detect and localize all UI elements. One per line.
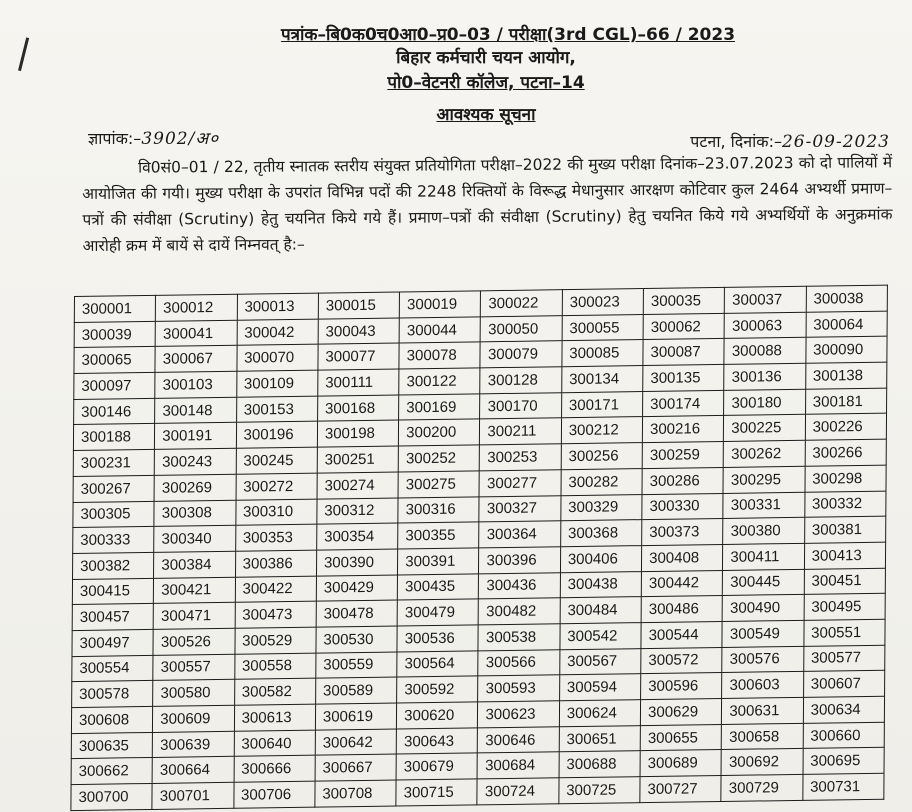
- roll-number-cell: 300593: [478, 675, 559, 702]
- roll-number-cell: 300038: [806, 285, 887, 312]
- roll-number-cell: 300039: [74, 321, 155, 348]
- roll-number-cell: 300310: [235, 499, 316, 526]
- roll-number-cell: 300067: [155, 346, 236, 373]
- roll-number-cell: 300044: [399, 317, 480, 344]
- roll-number-cell: 300708: [315, 780, 396, 807]
- roll-number-cell: 300692: [721, 749, 802, 776]
- roll-number-cell: 300212: [561, 417, 642, 444]
- roll-number-cell: 300442: [641, 570, 722, 597]
- roll-number-cell: 300331: [723, 492, 804, 519]
- roll-number-cell: 300592: [397, 676, 478, 703]
- roll-number-cell: 300589: [315, 677, 396, 704]
- roll-number-cell: 300660: [803, 722, 884, 749]
- roll-number-cell: 300050: [481, 315, 562, 342]
- roll-number-cell: 300624: [559, 700, 640, 727]
- roll-number-cell: 300576: [722, 646, 803, 673]
- roll-number-cell: 300538: [478, 624, 559, 651]
- roll-number-cell: 300435: [397, 573, 478, 600]
- roll-number-cell: 300012: [156, 294, 237, 321]
- roll-number-cell: 300316: [398, 496, 479, 523]
- roll-number-cell: 300267: [73, 475, 154, 502]
- roll-number-cell: 300557: [153, 654, 234, 681]
- roll-number-cell: 300396: [479, 547, 560, 574]
- roll-number-cell: 300471: [153, 603, 234, 630]
- roll-number-cell: 300408: [642, 544, 723, 571]
- organization-address: [30, 72, 912, 94]
- roll-number-cell: 300411: [723, 543, 804, 570]
- roll-number-cell: 300169: [399, 394, 480, 421]
- roll-number-cell: 300286: [642, 467, 723, 494]
- roll-number-cell: 300153: [236, 396, 317, 423]
- roll-number-cell: 300245: [236, 447, 317, 474]
- roll-number-cell: 300174: [643, 390, 724, 417]
- roll-number-cell: 300330: [642, 493, 723, 520]
- roll-number-cell: 300200: [399, 419, 480, 446]
- roll-number-cell: 300305: [73, 501, 154, 528]
- roll-number-cell: 300146: [74, 398, 155, 425]
- roll-number-cell: 300596: [641, 673, 722, 700]
- roll-number-cell: 300422: [235, 576, 316, 603]
- roll-number-cell: 300429: [316, 575, 397, 602]
- roll-number-cell: 300090: [806, 337, 887, 364]
- roll-number-cell: 300582: [234, 678, 315, 705]
- notice-body-paragraph: वि0सं0–01 / 22, तृतीय स्नातक स्तरीय संयुक्त प्रतियोगिता परीक्षा–2022 की मुख्य परीक्षा दिनांक–23.07.2023 को दो पालियों में आयोजित की गयी। मुख्य परीक्षा के उपरांत विभिन्न पदों की 2248 रिक्तियों के विरूद्ध मेधानुसार आरक्षण कोटिवार कुल 2464 अभ्यर्थी प्रमाण–पत्रों की संवीक्षा (Scrutiny) हेतु चयनित किये गये हैं। प्रमाण–पत्रों की संवीक्षा (Scrutiny) हेतु चयनित किये गये अभ्यर्थियों के अनुक्रमांक आरोही क्रम में बायें से दायें निम्नवत् है:–: [82, 153, 893, 255]
- roll-number-cell: 300706: [233, 781, 314, 808]
- roll-number-cell: 300634: [803, 696, 884, 723]
- roll-number-cell: 300191: [155, 423, 236, 450]
- roll-number-cell: 300380: [723, 518, 804, 545]
- roll-number-cell: 300631: [722, 697, 803, 724]
- memo-number: 3902/अ०: [141, 129, 220, 149]
- roll-number-cell: 300406: [560, 545, 641, 572]
- roll-number-cell: 300329: [561, 494, 642, 521]
- reference-line: [52, 24, 912, 46]
- roll-number-cell: 300684: [478, 752, 559, 779]
- roll-number-cell: 300457: [72, 604, 153, 631]
- roll-number-cell: 300484: [560, 597, 641, 624]
- roll-number-cell: 300211: [480, 418, 561, 445]
- roll-number-cell: 300327: [479, 495, 560, 522]
- roll-number-cell: 300594: [559, 674, 640, 701]
- roll-number-cell: 300384: [154, 551, 235, 578]
- roll-number-cell: 300259: [642, 442, 723, 469]
- roll-number-cell: 300490: [722, 595, 803, 622]
- roll-number-cell: 300729: [721, 774, 802, 801]
- roll-number-cell: 300013: [237, 293, 318, 320]
- roll-number-cell: 300635: [71, 732, 152, 759]
- roll-number-cell: 300688: [559, 751, 640, 778]
- roll-number-cell: 300070: [237, 344, 318, 371]
- roll-number-cell: 300436: [479, 572, 560, 599]
- roll-number-cell: 300620: [397, 702, 478, 729]
- roll-number-cell: 300148: [155, 397, 236, 424]
- roll-number-cell: 300623: [478, 701, 559, 728]
- roll-number-cell: 300354: [317, 523, 398, 550]
- roll-number-cell: 300225: [724, 415, 805, 442]
- roll-number-cell: 300549: [722, 620, 803, 647]
- roll-number-cell: 300542: [560, 623, 641, 650]
- roll-number-cell: 300664: [152, 757, 233, 784]
- roll-number-cell: 300643: [396, 728, 477, 755]
- roll-number-cell: 300629: [640, 698, 721, 725]
- roll-number-cell: 300497: [72, 629, 153, 656]
- roll-number-cell: 300651: [559, 725, 640, 752]
- roll-number-cell: 300445: [723, 569, 804, 596]
- roll-number-cell: 300135: [643, 364, 724, 391]
- roll-number-cell: 300128: [480, 367, 561, 394]
- roll-number-cell: 300646: [478, 726, 559, 753]
- roll-number-cell: 300023: [562, 289, 643, 316]
- roll-number-cell: 300564: [397, 651, 478, 678]
- roll-number-cell: 300001: [74, 295, 155, 322]
- roll-number-cell: 300266: [805, 439, 886, 466]
- roll-number-cell: 300679: [396, 753, 477, 780]
- roll-number-cell: 300438: [560, 571, 641, 598]
- roll-number-cell: 300226: [805, 414, 886, 441]
- roll-number-cell: 300253: [480, 444, 561, 471]
- roll-number-cell: 300332: [804, 491, 885, 518]
- roll-number-cell: 300035: [643, 287, 724, 314]
- roll-number-cell: 300055: [562, 314, 643, 341]
- roll-number-cell: 300364: [479, 521, 560, 548]
- roll-number-cell: 300256: [561, 443, 642, 470]
- roll-number-cell: 300578: [72, 681, 153, 708]
- roll-number-cell: 300097: [74, 372, 155, 399]
- memo-number-row: [88, 126, 219, 149]
- roll-number-cell: 300333: [73, 527, 154, 554]
- roll-number-cell: 300572: [641, 647, 722, 674]
- roll-number-cell: 300340: [154, 525, 235, 552]
- roll-number-cell: 300554: [72, 655, 153, 682]
- roll-number-cell: 300580: [153, 680, 234, 707]
- roll-number-cell: 300473: [235, 601, 316, 628]
- roll-number-cell: 300282: [561, 468, 642, 495]
- roll-number-cell: 300019: [399, 291, 480, 318]
- roll-number-cell: 300478: [316, 600, 397, 627]
- roll-number-cell: 300042: [237, 319, 318, 346]
- roll-number-cell: 300216: [642, 416, 723, 443]
- roll-number-cell: 300655: [640, 724, 721, 751]
- roll-number-cell: 300382: [73, 552, 154, 579]
- roll-number-cell: 300065: [74, 347, 155, 374]
- roll-number-cell: 300298: [805, 465, 886, 492]
- roll-number-cell: 300355: [398, 522, 479, 549]
- roll-number-cell: 300171: [561, 391, 642, 418]
- roll-number-cell: 300109: [236, 370, 317, 397]
- roll-number-cell: 300391: [398, 548, 479, 575]
- roll-number-cell: 300368: [560, 520, 641, 547]
- roll-number-table: [70, 285, 888, 811]
- roll-number-cell: 300277: [480, 470, 561, 497]
- roll-number-cell: 300308: [154, 500, 235, 527]
- address-text: पो0–वेटनरी कॉलेज, पटना–14: [387, 73, 585, 93]
- roll-number-cell: 300231: [73, 450, 154, 477]
- roll-number-cell: 300724: [477, 778, 558, 805]
- roll-number-cell: 300662: [71, 758, 152, 785]
- roll-number-cell: 300544: [641, 621, 722, 648]
- roll-number-cell: 300015: [318, 292, 399, 319]
- roll-number-cell: 300529: [235, 627, 316, 654]
- roll-number-cell: 300731: [803, 773, 884, 800]
- organization-name: बिहार कर्मचारी चयन आयोग,: [396, 48, 576, 68]
- roll-number-cell: 300413: [804, 542, 885, 569]
- roll-number-cell: 300043: [318, 318, 399, 345]
- roll-number-cell: 300243: [155, 448, 236, 475]
- roll-number-cell: 300269: [154, 474, 235, 501]
- roll-number-cell: 300486: [641, 596, 722, 623]
- roll-number-cell: 300613: [234, 704, 315, 731]
- memo-date: 26-09-2023: [781, 132, 890, 152]
- roll-number-cell: 300188: [73, 424, 154, 451]
- roll-number-cell: 300390: [316, 549, 397, 576]
- roll-number-cell: 300695: [803, 748, 884, 775]
- roll-number-cell: 300689: [640, 750, 721, 777]
- roll-number-cell: 300609: [153, 705, 234, 732]
- roll-number-cell: 300526: [153, 628, 234, 655]
- roll-number-cell: 300272: [236, 473, 317, 500]
- roll-number-cell: 300062: [643, 313, 724, 340]
- roll-number-cell: 300727: [640, 776, 721, 803]
- roll-number-cell: 300551: [804, 619, 885, 646]
- roll-number-cell: 300064: [806, 311, 887, 338]
- roll-number-cell: 300559: [316, 652, 397, 679]
- roll-number-cell: 300536: [397, 625, 478, 652]
- roll-number-cell: 300087: [643, 339, 724, 366]
- roll-number-cell: 300381: [804, 516, 885, 543]
- roll-number-cell: 300530: [316, 626, 397, 653]
- roll-number-cell: 300063: [724, 312, 805, 339]
- roll-number-cell: 300495: [804, 593, 885, 620]
- roll-number-cell: 300479: [397, 599, 478, 626]
- roll-number-cell: 300373: [642, 519, 723, 546]
- roll-number-cell: 300181: [805, 388, 886, 415]
- roll-number-cell: 300122: [399, 368, 480, 395]
- reference-number: पत्रांक–बि0क0च0आ0–प्र0–03 / परीक्षा(3rd CGL)–66 / 2023: [280, 25, 736, 45]
- roll-number-cell: 300180: [724, 389, 805, 416]
- roll-number-cell: 300640: [234, 730, 315, 757]
- roll-number-cell: 300085: [562, 340, 643, 367]
- roll-number-cell: 300198: [317, 420, 398, 447]
- roll-number-cell: 300168: [317, 395, 398, 422]
- roll-number-cell: 300482: [479, 598, 560, 625]
- roll-number-cell: 300619: [315, 703, 396, 730]
- roll-number-cell: 300295: [723, 466, 804, 493]
- roll-number-cell: 300642: [315, 729, 396, 756]
- roll-number-cell: 300274: [317, 472, 398, 499]
- roll-number-cell: 300415: [72, 578, 153, 605]
- roll-number-cell: 300386: [235, 550, 316, 577]
- roll-number-cell: 300451: [804, 568, 885, 595]
- notice-title: [30, 102, 912, 125]
- roll-number-cell: 300088: [724, 338, 805, 365]
- roll-number-cell: 300667: [315, 754, 396, 781]
- roll-number-cell: 300566: [478, 649, 559, 676]
- memo-label: ज्ञापांक:–: [88, 129, 142, 148]
- place-date-label: पटना, दिनांक:–: [690, 132, 782, 151]
- roll-number-cell: 300700: [71, 784, 152, 811]
- roll-number-cell: 300607: [803, 671, 884, 698]
- roll-number-cell: 300567: [560, 648, 641, 675]
- roll-number-table-body: [71, 285, 888, 810]
- roll-number-cell: 300138: [805, 362, 886, 389]
- roll-number-cell: 300666: [234, 756, 315, 783]
- roll-number-cell: 300558: [234, 653, 315, 680]
- roll-number-cell: 300077: [318, 343, 399, 370]
- roll-number-cell: 300022: [481, 290, 562, 317]
- roll-number-cell: 300577: [803, 645, 884, 672]
- roll-number-cell: 300658: [722, 723, 803, 750]
- roll-number-cell: 300715: [396, 779, 477, 806]
- roll-number-cell: 300037: [725, 286, 806, 313]
- notice-title-text: आवश्यक सूचना: [436, 105, 536, 125]
- roll-number-cell: 300639: [153, 731, 234, 758]
- roll-number-cell: 300196: [236, 422, 317, 449]
- roll-number-cell: 300608: [71, 706, 152, 733]
- roll-number-cell: 300353: [235, 524, 316, 551]
- roll-number-cell: 300701: [152, 782, 233, 809]
- roll-number-cell: 300170: [480, 392, 561, 419]
- roll-number-cell: 300041: [155, 320, 236, 347]
- roll-number-cell: 300275: [398, 471, 479, 498]
- roll-number-cell: 300251: [317, 446, 398, 473]
- roll-number-cell: 300111: [318, 369, 399, 396]
- roll-number-cell: 300252: [398, 445, 479, 472]
- roll-number-cell: 300603: [722, 672, 803, 699]
- roll-number-cell: 300079: [480, 341, 561, 368]
- roll-number-cell: 300134: [562, 366, 643, 393]
- roll-number-cell: 300262: [724, 440, 805, 467]
- roll-number-cell: 300312: [317, 497, 398, 524]
- roll-number-cell: 300103: [155, 371, 236, 398]
- roll-number-cell: 300136: [724, 363, 805, 390]
- roll-number-cell: 300421: [154, 577, 235, 604]
- roll-number-cell: 300725: [559, 777, 640, 804]
- roll-number-table-wrapper: [70, 285, 888, 811]
- roll-number-cell: 300078: [399, 342, 480, 369]
